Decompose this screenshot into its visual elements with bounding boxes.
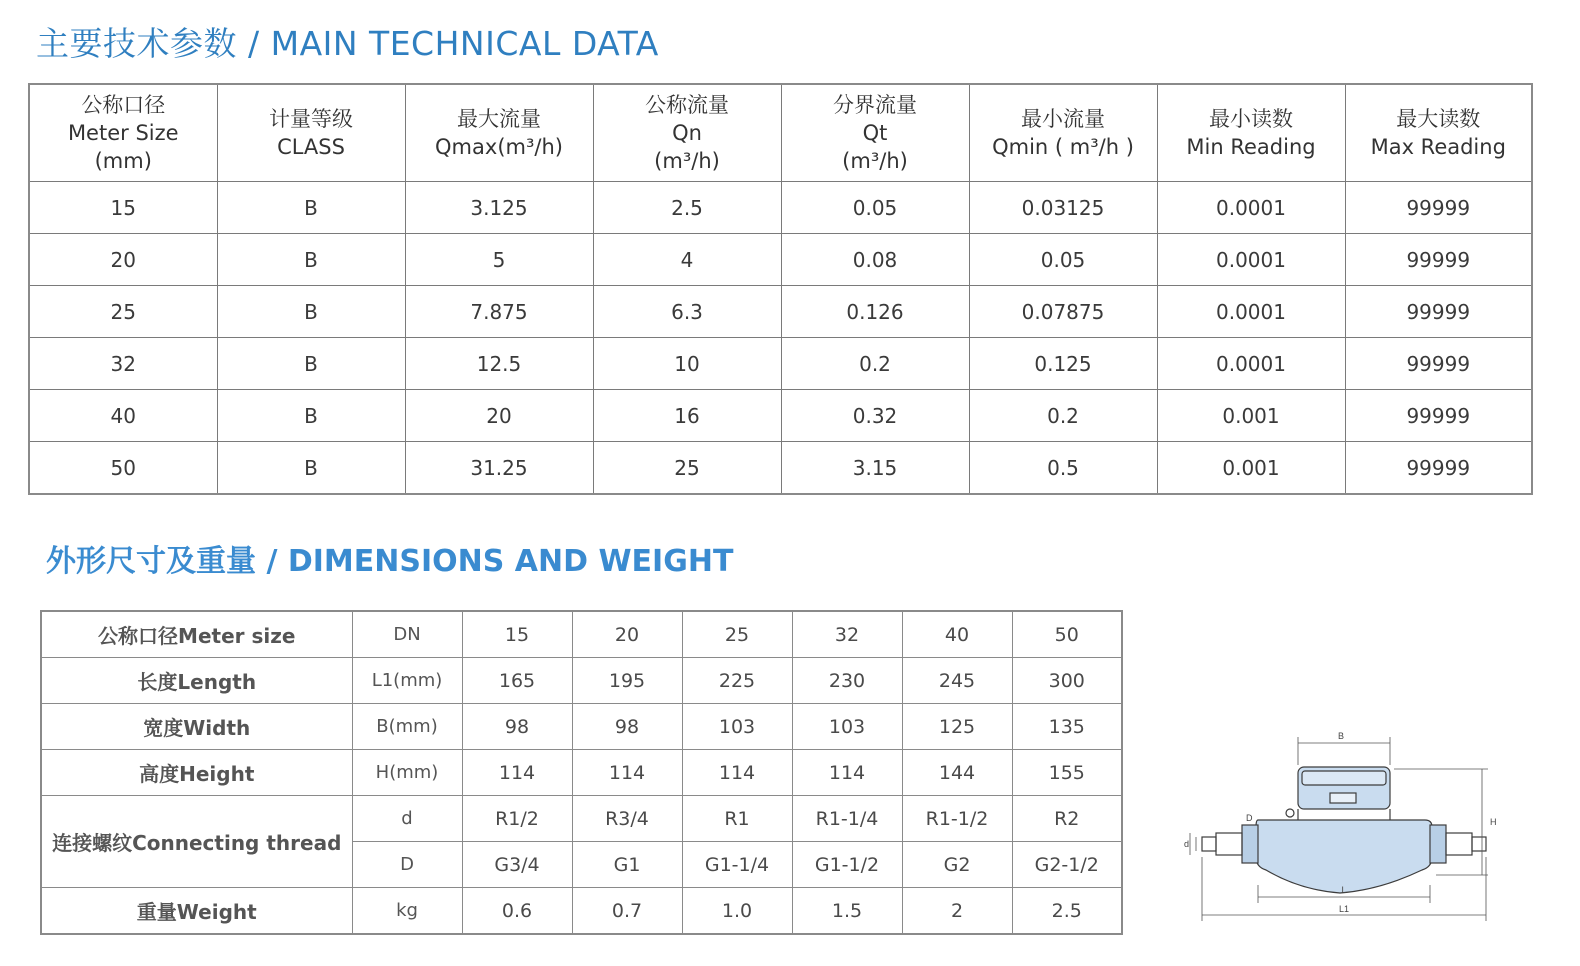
dims-row-meter-size <box>41 611 1122 658</box>
outlet-flange <box>1430 825 1446 863</box>
cell-thread-D: G3/4 <box>462 842 572 888</box>
cell-min-reading: 0.0001 <box>1157 182 1345 234</box>
cell-thread-D: G1-1/4 <box>682 842 792 888</box>
header-class-cn: 计量等级 <box>269 107 353 131</box>
dim-line-b <box>1298 737 1390 765</box>
header-qmax-en: Qmax(m³/h) <box>435 135 563 159</box>
cell-length: 230 <box>792 658 902 704</box>
cell-length: 245 <box>902 658 1012 704</box>
cell-qmin: 0.07875 <box>969 286 1157 338</box>
cell-width: 98 <box>572 704 682 750</box>
dims-row-length <box>41 658 1122 704</box>
cell-max-reading: 99999 <box>1345 390 1532 442</box>
unit-weight: kg <box>352 888 462 935</box>
dimensions-table <box>40 610 1123 935</box>
cell-qmax: 12.5 <box>405 338 593 390</box>
row-label-height: 高度Height <box>41 750 352 796</box>
cell-class: B <box>217 182 405 234</box>
header-meter-size-cn: 公称口径 <box>81 93 166 117</box>
meter-body <box>1256 820 1432 893</box>
unit-length: L1(mm) <box>352 658 462 704</box>
cell-height: 114 <box>682 750 792 796</box>
cell-dn: 50 <box>1012 611 1122 658</box>
cell-thread-d: R1 <box>682 796 792 842</box>
cell-qn: 6.3 <box>593 286 781 338</box>
cell-thread-D: G1 <box>572 842 682 888</box>
cell-thread-D: G2 <box>902 842 1012 888</box>
table-row <box>29 286 1532 338</box>
dims-row-thread-d <box>41 796 1122 842</box>
unit-height: H(mm) <box>352 750 462 796</box>
header-min-reading-cn: 最小读数 <box>1209 107 1293 131</box>
outlet-tail <box>1472 837 1486 851</box>
header-qt-cn: 分界流量 <box>833 93 917 117</box>
header-max-reading <box>1345 84 1532 182</box>
row-label-thread: 连接螺纹Connecting thread <box>41 796 352 888</box>
cell-dn: 40 <box>902 611 1012 658</box>
cell-weight: 0.7 <box>572 888 682 935</box>
header-class-en: CLASS <box>277 135 345 159</box>
header-qmax-cn: 最大流量 <box>457 107 541 131</box>
dims-row-width <box>41 704 1122 750</box>
register-lid <box>1302 771 1386 785</box>
header-qt-en: Qt <box>862 121 888 145</box>
cell-max-reading: 99999 <box>1345 182 1532 234</box>
cell-qn: 4 <box>593 234 781 286</box>
cell-qmin: 0.125 <box>969 338 1157 390</box>
table-row <box>29 338 1532 390</box>
inlet-flange <box>1242 825 1258 863</box>
cell-meter-size: 50 <box>29 442 217 495</box>
cell-length: 300 <box>1012 658 1122 704</box>
adjust-screw <box>1286 809 1294 817</box>
inlet-tail <box>1202 837 1216 851</box>
row-label-length: 长度Length <box>41 658 352 704</box>
cell-qt: 0.05 <box>781 182 969 234</box>
cell-min-reading: 0.001 <box>1157 390 1345 442</box>
header-qmin-en: Qmin ( m³/h ) <box>992 135 1134 159</box>
cell-width: 98 <box>462 704 572 750</box>
cell-height: 155 <box>1012 750 1122 796</box>
cell-qn: 25 <box>593 442 781 495</box>
cell-class: B <box>217 442 405 495</box>
cell-thread-D: G2-1/2 <box>1012 842 1122 888</box>
cell-width: 103 <box>682 704 792 750</box>
cell-dn: 25 <box>682 611 792 658</box>
row-label-width: 宽度Width <box>41 704 352 750</box>
cell-thread-D: G1-1/2 <box>792 842 902 888</box>
technical-data-table <box>28 83 1533 495</box>
cell-thread-d: R1-1/2 <box>902 796 1012 842</box>
cell-height: 114 <box>792 750 902 796</box>
header-qmax <box>405 84 593 182</box>
technical-data-title: 主要技术参数 / MAIN TECHNICAL DATA <box>36 24 659 63</box>
technical-header-row <box>29 84 1532 182</box>
cell-min-reading: 0.0001 <box>1157 338 1345 390</box>
cell-thread-d: R2 <box>1012 796 1122 842</box>
cell-max-reading: 99999 <box>1345 338 1532 390</box>
cell-qmax: 3.125 <box>405 182 593 234</box>
cell-qmin: 0.2 <box>969 390 1157 442</box>
header-min-reading-en: Min Reading <box>1186 135 1316 159</box>
header-qmin-cn: 最小流量 <box>1021 107 1105 131</box>
cell-weight: 0.6 <box>462 888 572 935</box>
dim-label-l1: L1 <box>1338 904 1350 914</box>
cell-min-reading: 0.001 <box>1157 442 1345 495</box>
cell-class: B <box>217 390 405 442</box>
row-label-meter-size: 公称口径Meter size <box>41 611 352 658</box>
table-row <box>29 234 1532 286</box>
header-qt-unit: (m³/h) <box>842 149 908 173</box>
table-row <box>29 390 1532 442</box>
cell-thread-d: R1/2 <box>462 796 572 842</box>
cell-qmax: 7.875 <box>405 286 593 338</box>
cell-qmin: 0.03125 <box>969 182 1157 234</box>
cell-qmin: 0.05 <box>969 234 1157 286</box>
cell-meter-size: 25 <box>29 286 217 338</box>
cell-height: 114 <box>572 750 682 796</box>
cell-qt: 0.126 <box>781 286 969 338</box>
outlet-coupling <box>1446 833 1472 855</box>
header-meter-size <box>29 84 217 182</box>
water-meter-drawing <box>1180 725 1500 940</box>
dims-row-height <box>41 750 1122 796</box>
cell-thread-d: R3/4 <box>572 796 682 842</box>
cell-class: B <box>217 286 405 338</box>
register-window <box>1330 793 1356 803</box>
unit-dn: DN <box>352 611 462 658</box>
cell-width: 125 <box>902 704 1012 750</box>
cell-class: B <box>217 234 405 286</box>
cell-qmax: 5 <box>405 234 593 286</box>
cell-meter-size: 20 <box>29 234 217 286</box>
unit-width: B(mm) <box>352 704 462 750</box>
cell-meter-size: 32 <box>29 338 217 390</box>
cell-weight: 2 <box>902 888 1012 935</box>
cell-thread-d: R1-1/4 <box>792 796 902 842</box>
header-qmin <box>969 84 1157 182</box>
cell-weight: 1.5 <box>792 888 902 935</box>
table-row <box>29 442 1532 495</box>
cell-min-reading: 0.0001 <box>1157 234 1345 286</box>
cell-qmax: 31.25 <box>405 442 593 495</box>
cell-dn: 15 <box>462 611 572 658</box>
cell-height: 114 <box>462 750 572 796</box>
cell-qt: 0.2 <box>781 338 969 390</box>
header-max-reading-cn: 最大读数 <box>1396 107 1481 131</box>
cell-qmax: 20 <box>405 390 593 442</box>
cell-width: 103 <box>792 704 902 750</box>
cell-length: 195 <box>572 658 682 704</box>
header-qn-unit: (m³/h) <box>654 149 720 173</box>
row-label-weight: 重量Weight <box>41 888 352 935</box>
cell-max-reading: 99999 <box>1345 234 1532 286</box>
dimensions-title: 外形尺寸及重量 / DIMENSIONS AND WEIGHT <box>46 544 734 579</box>
dim-label-h: H <box>1490 817 1497 827</box>
cell-meter-size: 40 <box>29 390 217 442</box>
register-neck <box>1298 809 1390 820</box>
dim-label-d-small: d <box>1184 839 1190 849</box>
dim-label-d-large: D <box>1246 813 1253 823</box>
cell-qt: 0.08 <box>781 234 969 286</box>
cell-max-reading: 99999 <box>1345 442 1532 495</box>
header-class <box>217 84 405 182</box>
header-qt <box>781 84 969 182</box>
cell-class: B <box>217 338 405 390</box>
cell-meter-size: 15 <box>29 182 217 234</box>
cell-max-reading: 99999 <box>1345 286 1532 338</box>
header-qn-cn: 公称流量 <box>645 93 729 117</box>
meter-outline <box>1202 767 1486 893</box>
dim-label-b: B <box>1337 731 1345 741</box>
header-meter-size-en: Meter Size <box>67 121 179 145</box>
inlet-coupling <box>1216 833 1242 855</box>
cell-height: 144 <box>902 750 1012 796</box>
cell-width: 135 <box>1012 704 1122 750</box>
header-min-reading <box>1157 84 1345 182</box>
header-meter-size-unit: (mm) <box>94 149 152 173</box>
cell-weight: 1.0 <box>682 888 792 935</box>
table-row <box>29 182 1532 234</box>
dim-label-l: L <box>1341 885 1347 895</box>
cell-qt: 3.15 <box>781 442 969 495</box>
header-max-reading-en: Max Reading <box>1370 135 1506 159</box>
cell-weight: 2.5 <box>1012 888 1122 935</box>
cell-qn: 10 <box>593 338 781 390</box>
dim-line-thread <box>1190 833 1196 855</box>
header-qn <box>593 84 781 182</box>
dims-row-weight <box>41 888 1122 935</box>
cell-dn: 20 <box>572 611 682 658</box>
cell-dn: 32 <box>792 611 902 658</box>
header-qn-en: Qn <box>672 121 702 145</box>
cell-qn: 2.5 <box>593 182 781 234</box>
cell-qn: 16 <box>593 390 781 442</box>
unit-thread-d: d <box>352 796 462 842</box>
cell-length: 225 <box>682 658 792 704</box>
cell-min-reading: 0.0001 <box>1157 286 1345 338</box>
cell-length: 165 <box>462 658 572 704</box>
unit-thread-D: D <box>352 842 462 888</box>
cell-qt: 0.32 <box>781 390 969 442</box>
cell-qmin: 0.5 <box>969 442 1157 495</box>
